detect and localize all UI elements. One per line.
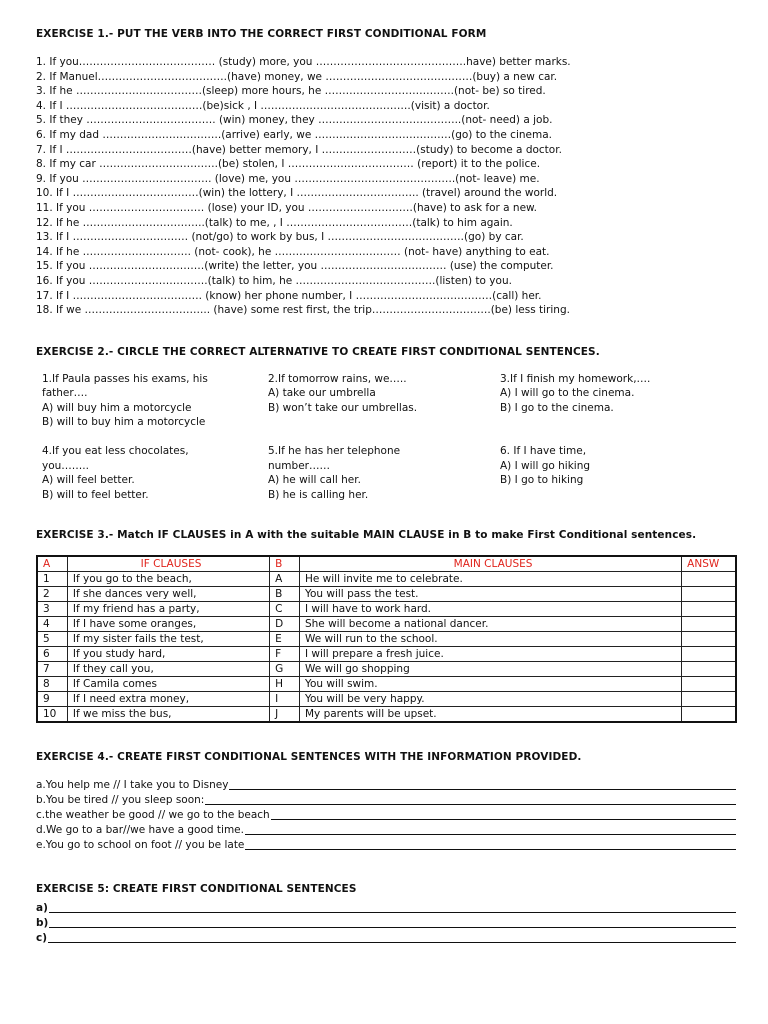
exercise-3-title: EXERCISE 3.- Match IF CLAUSES in A with the suitable MAIN CLAUSE in B to make First Conditional sentences.	[36, 529, 697, 542]
list-item	[36, 793, 736, 808]
answer-cell[interactable]	[682, 587, 736, 602]
answer-cell[interactable]	[682, 677, 736, 692]
exercise-1-item: 3. If he ………………………………(sleep) more hours, he ……………………………….(not- be) so tired.	[36, 85, 546, 98]
if-clause: If we miss the bus,	[67, 707, 269, 723]
answer-cell[interactable]	[682, 617, 736, 632]
exercise-5-title: EXERCISE 5: CREATE FIRST CONDITIONAL SENTENCES	[36, 883, 357, 896]
answer-cell[interactable]	[682, 692, 736, 707]
row-letter: H	[270, 677, 300, 692]
exercise-1-item: 1. If you………………………………… (study) more, you …………………………………….have) better marks.	[36, 56, 571, 68]
row-number: 5	[37, 632, 67, 647]
main-clause: You will be very happy.	[299, 692, 681, 707]
main-clause: My parents will be upset.	[299, 707, 681, 723]
answer-line[interactable]	[229, 789, 736, 790]
exercise-2-question	[500, 444, 740, 502]
option-b[interactable]: B) I go to the cinema.	[500, 401, 614, 414]
question-stem: you……..	[42, 459, 89, 472]
exercise-1-item: 9. If you ………………………………. (love) me, you ……………………………………….(not- leave) me.	[36, 172, 540, 185]
if-clause: If I need extra money,	[67, 692, 269, 707]
question-stem: father….	[42, 387, 88, 400]
main-clause: He will invite me to celebrate.	[299, 572, 681, 587]
list-item	[36, 901, 736, 916]
header-if-clauses: IF CLAUSES	[67, 556, 269, 572]
list-item	[36, 823, 736, 838]
answer-cell[interactable]	[682, 632, 736, 647]
option-a[interactable]: A) he will call her.	[268, 474, 361, 487]
main-clause: You will swim.	[299, 677, 681, 692]
question-stem: 5.If he has her telephone	[268, 445, 401, 458]
answer-cell[interactable]	[682, 662, 736, 677]
exercise-1-item: 18. If we ……………………………... (have) some rest first, the trip…………………………….(be) less tiring.	[36, 304, 570, 317]
exercise-1-item: 6. If my dad …………………………….(arrive) early, we …………………………………(go) to the cinema.	[36, 128, 552, 141]
question-stem: 4.If you eat less chocolates,	[42, 445, 189, 458]
answer-line[interactable]	[48, 942, 736, 943]
if-clause: If my sister fails the test,	[67, 632, 269, 647]
item-letter: a)	[36, 902, 48, 915]
exercise-1-item: 10. If I ………………………………(win) the lottery, I …………………………….. (travel) around the world.	[36, 187, 558, 200]
option-a[interactable]: A) I will go to the cinema.	[500, 387, 635, 400]
exercise-1-item: 12. If he ……………………………..(talk) to me, , I ………………………………(talk) to him again.	[36, 216, 513, 229]
row-number: 10	[37, 707, 67, 723]
option-a[interactable]: A) I will go hiking	[500, 459, 591, 472]
if-clause: If they call you,	[67, 662, 269, 677]
answer-line[interactable]	[245, 849, 736, 850]
main-clause: You will pass the test.	[299, 587, 681, 602]
row-letter: A	[270, 572, 300, 587]
exercise-2-question	[268, 372, 500, 430]
table-row	[37, 602, 736, 617]
answer-line[interactable]	[245, 834, 736, 835]
row-number: 9	[37, 692, 67, 707]
option-b[interactable]: B) I go to hiking	[500, 474, 584, 487]
prompt-text: a.You help me // I take you to Disney	[36, 779, 229, 792]
table-row	[37, 587, 736, 602]
exercise-1-title: EXERCISE 1.- PUT THE VERB INTO THE CORRECT FIRST CONDITIONAL FORM	[36, 28, 487, 40]
table-row	[37, 692, 736, 707]
worksheet	[36, 28, 736, 946]
if-clause: If Camila comes	[67, 677, 269, 692]
option-a[interactable]: A) will buy him a motorcycle	[42, 401, 192, 414]
table-row	[37, 572, 736, 587]
table-row	[37, 617, 736, 632]
main-clause: I will prepare a fresh juice.	[299, 647, 681, 662]
question-stem: number……	[268, 459, 330, 472]
exercise-2-questions	[42, 372, 736, 503]
exercise-2-question	[42, 444, 268, 502]
row-letter: B	[270, 587, 300, 602]
main-clause: We will run to the school.	[299, 632, 681, 647]
exercise-2-question	[500, 372, 740, 430]
row-letter: F	[270, 647, 300, 662]
row-number: 3	[37, 602, 67, 617]
exercise-1-item: 5. If they ………………………………. (win) money, they …………………………………..(not- need) a job.	[36, 114, 553, 127]
exercise-1-item: 13. If I …………………………… (not/go) to work by bus, I …………………………………(go) by car.	[36, 231, 524, 244]
row-number: 6	[37, 647, 67, 662]
exercise-1-item: 14. If he …………………………. (not- cook), he ……………………………… (not- have) anything to eat.	[36, 245, 550, 258]
option-b[interactable]: B) will to buy him a motorcycle	[42, 416, 206, 429]
prompt-text: e.You go to school on foot // you be late	[36, 839, 245, 852]
exercise-2-question	[42, 372, 268, 430]
row-letter: C	[270, 602, 300, 617]
answer-cell[interactable]	[682, 647, 736, 662]
exercise-1-item: 2. If Manuel……………………………….(have) money, we ……………………………………(buy) a new car.	[36, 70, 558, 83]
if-clause: If I have some oranges,	[67, 617, 269, 632]
row-number: 1	[37, 572, 67, 587]
option-b[interactable]: B) will to feel better.	[42, 488, 149, 501]
answer-line[interactable]	[49, 912, 736, 913]
option-a[interactable]: A) will feel better.	[42, 474, 135, 487]
header-b: B	[270, 556, 300, 572]
row-letter: J	[270, 707, 300, 723]
answer-cell[interactable]	[682, 572, 736, 587]
answer-line[interactable]	[205, 804, 736, 805]
answer-line[interactable]	[49, 927, 736, 928]
question-stem: 2.If tomorrow rains, we…..	[268, 372, 407, 385]
exercise-1-item: 16. If you …………………………….(talk) to him, he ………………………………….(listen) to you.	[36, 274, 512, 287]
answer-line[interactable]	[271, 819, 736, 820]
prompt-text: d.We go to a bar//we have a good time.	[36, 824, 244, 837]
table-header-row	[37, 556, 736, 572]
main-clause: I will have to work hard.	[299, 602, 681, 617]
option-b[interactable]: B) won’t take our umbrellas.	[268, 401, 418, 414]
list-item	[36, 808, 736, 823]
question-stem: 3.If I finish my homework,….	[500, 372, 651, 385]
table-row	[37, 677, 736, 692]
exercise-1-item: 7. If I ………………………………(have) better memory, I ………………………(study) to become a doctor.	[36, 143, 562, 156]
option-b[interactable]: B) he is calling her.	[268, 488, 369, 501]
exercise-1-item: 4. If I …………………………………(be)sick , I …………………………………….(visit) a doctor.	[36, 99, 490, 112]
if-clause: If she dances very well,	[67, 587, 269, 602]
table-row	[37, 662, 736, 677]
exercise-4-title: EXERCISE 4.- CREATE FIRST CONDITIONAL SENTENCES WITH THE INFORMATION PROVIDED.	[36, 751, 582, 764]
row-letter: D	[270, 617, 300, 632]
main-clause: We will go shopping	[299, 662, 681, 677]
option-a[interactable]: A) take our umbrella	[268, 387, 376, 400]
exercise-1-item: 8. If my car …………………………….(be) stolen, I ……………………………… (report) it to the police.	[36, 158, 541, 171]
exercise-1-list	[36, 55, 736, 318]
list-item	[36, 778, 736, 793]
matching-table	[36, 555, 737, 723]
header-answer: ANSW	[682, 556, 736, 572]
if-clause: If you study hard,	[67, 647, 269, 662]
header-main-clauses: MAIN CLAUSES	[299, 556, 681, 572]
table-row	[37, 647, 736, 662]
if-clause: If my friend has a party,	[67, 602, 269, 617]
list-item	[36, 916, 736, 931]
exercise-1-item: 15. If you ……………………………(write) the letter, you ……………………………… (use) the computer.	[36, 260, 554, 273]
if-clause: If you go to the beach,	[67, 572, 269, 587]
row-letter: I	[270, 692, 300, 707]
answer-cell[interactable]	[682, 707, 736, 723]
header-a: A	[37, 556, 67, 572]
exercise-4-list	[36, 778, 736, 853]
question-stem: 6. If I have time,	[500, 445, 587, 458]
prompt-text: c.the weather be good // we go to the beach	[36, 809, 270, 822]
answer-cell[interactable]	[682, 602, 736, 617]
row-number: 7	[37, 662, 67, 677]
question-stem: 1.If Paula passes his exams, his	[42, 372, 208, 385]
table-row	[37, 632, 736, 647]
item-letter: c)	[36, 932, 48, 945]
row-number: 2	[37, 587, 67, 602]
row-letter: E	[270, 632, 300, 647]
row-number: 8	[37, 677, 67, 692]
exercise-1-item: 17. If I ………………………………. (know) her phone number, I …………………………………(call) her.	[36, 289, 542, 302]
exercise-1-item: 11. If you …………………………… (lose) your ID, you …………………………(have) to ask for a new.	[36, 201, 537, 214]
row-number: 4	[37, 617, 67, 632]
exercise-5-list	[36, 901, 736, 946]
row-letter: G	[270, 662, 300, 677]
exercise-2-title: EXERCISE 2.- CIRCLE THE CORRECT ALTERNATIVE TO CREATE FIRST CONDITIONAL SENTENCES.	[36, 345, 600, 358]
table-row	[37, 707, 736, 723]
list-item	[36, 838, 736, 853]
prompt-text: b.You be tired // you sleep soon:	[36, 794, 205, 807]
main-clause: She will become a national dancer.	[299, 617, 681, 632]
item-letter: b)	[36, 917, 49, 930]
exercise-2-question	[268, 444, 500, 502]
list-item	[36, 931, 736, 946]
